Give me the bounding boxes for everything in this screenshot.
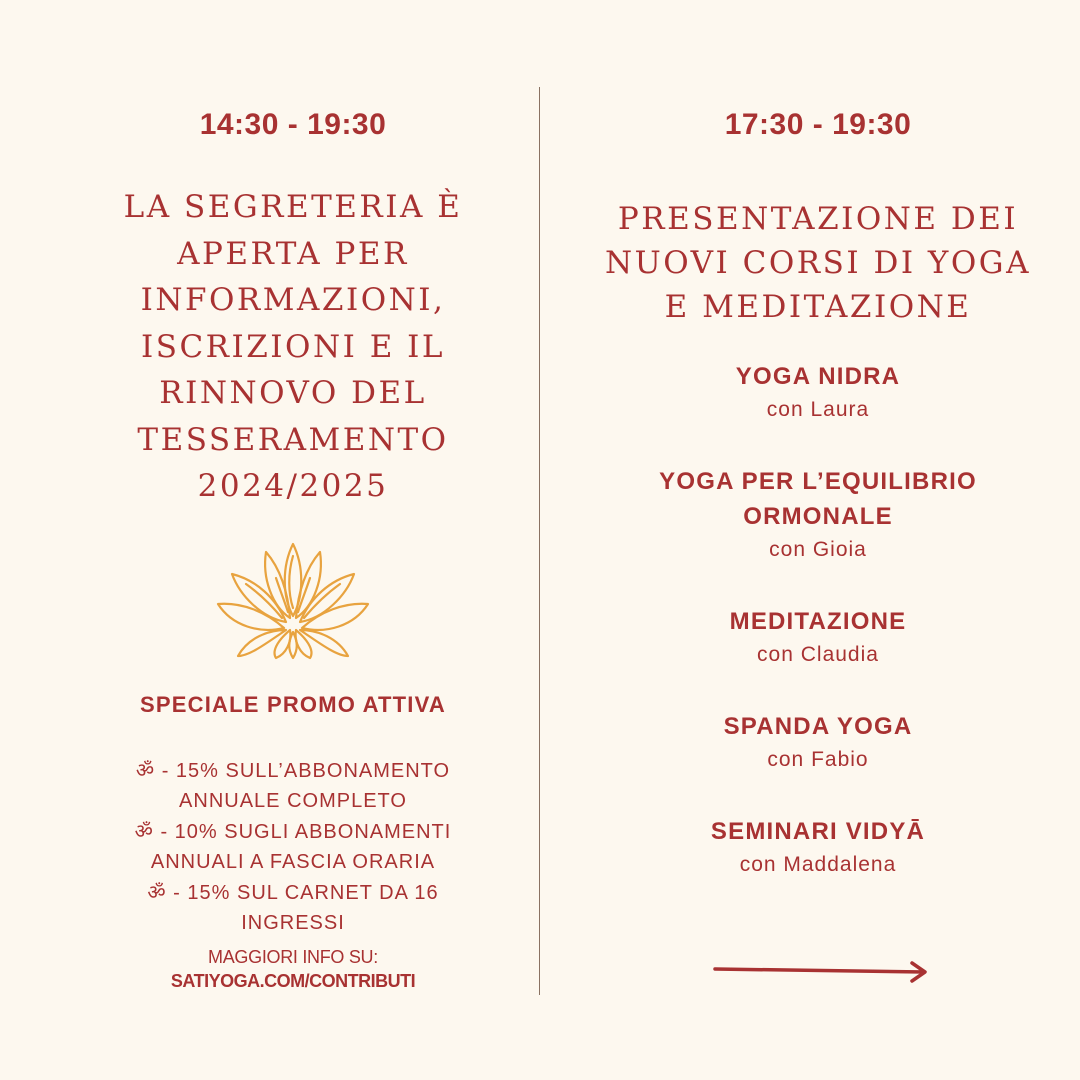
column-divider: [539, 87, 540, 995]
course-teacher: con Laura: [766, 398, 870, 421]
course-teacher: con Maddalena: [739, 853, 897, 876]
description-line: RINNOVO DEL: [159, 375, 427, 411]
course-name: YOGA NIDRA: [735, 363, 901, 390]
secretariat-description: [88, 184, 498, 510]
om-icon: ॐ: [135, 758, 156, 782]
course-name: YOGA PER L’EQUILIBRIO: [659, 468, 977, 495]
secretariat-time: 14:30 - 19:30: [199, 108, 387, 141]
course-name: ORMONALE: [743, 503, 893, 530]
promo-list: [88, 755, 498, 938]
promo-title: SPECIALE PROMO ATTIVA: [140, 692, 446, 717]
course-item: [600, 359, 1036, 426]
course-item: [600, 709, 1036, 776]
promo-line: ॐ - 15% SULL’ABBONAMENTO: [135, 758, 451, 782]
description-line: LA SEGRETERIA È: [123, 189, 463, 225]
description-line: NUOVI CORSI DI YOGA: [605, 245, 1031, 281]
description-line: PRESENTAZIONE DEI: [617, 201, 1019, 237]
course-name: SEMINARI VIDYĀ: [710, 818, 926, 845]
description-line: INFORMAZIONI,: [140, 282, 446, 318]
promo-line: ANNUALE COMPLETO: [179, 790, 407, 812]
description-line: APERTA PER: [177, 235, 409, 272]
course-name: SPANDA YOGA: [723, 713, 913, 740]
description-line: 2024/2025: [197, 468, 389, 504]
info-label: MAGGIORI INFO SU:: [208, 947, 378, 967]
presentation-description: [600, 197, 1036, 329]
promo-line: INGRESSI: [241, 912, 345, 934]
om-icon: ॐ: [134, 819, 154, 843]
description-line: ISCRIZIONI E IL: [140, 328, 446, 365]
info-link[interactable]: SATIYOGA.COM/CONTRIBUTI: [170, 971, 416, 991]
course-item: [600, 464, 1036, 566]
description-line: TESSERAMENTO: [137, 421, 449, 458]
course-item: [600, 814, 1036, 881]
course-name: MEDITAZIONE: [729, 608, 907, 635]
arrow-right-icon[interactable]: [712, 960, 930, 984]
promo-line: ॐ - 15% SUL CARNET DA 16: [147, 880, 439, 904]
course-teacher: con Fabio: [767, 748, 869, 771]
course-teacher: con Gioia: [769, 538, 867, 561]
lotus-icon: [216, 538, 370, 660]
description-line: E MEDITAZIONE: [664, 289, 972, 325]
promo-line: ANNUALI A FASCIA ORARIA: [150, 851, 436, 873]
om-icon: ॐ: [147, 880, 167, 904]
course-teacher: con Claudia: [757, 643, 879, 666]
course-item: [600, 604, 1036, 671]
promo-line: ॐ - 10% SUGLI ABBONAMENTI: [134, 819, 452, 843]
presentation-time: 17:30 - 19:30: [724, 108, 912, 141]
